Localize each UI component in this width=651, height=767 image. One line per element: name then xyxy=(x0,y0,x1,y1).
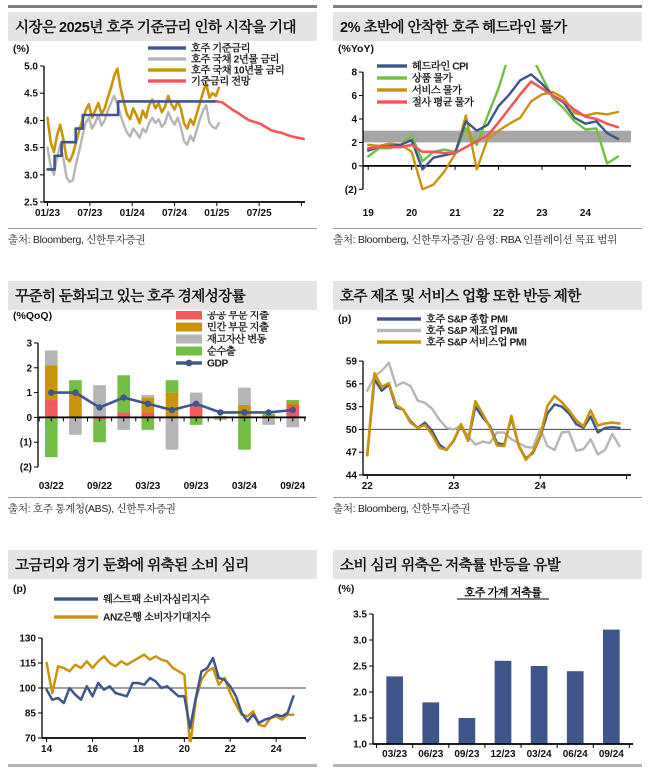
bar xyxy=(567,671,584,744)
tick-label: 24 xyxy=(534,481,546,492)
legend-label: ANZ은행 소비자기대지수 xyxy=(103,612,211,624)
series-line xyxy=(47,658,294,728)
bar xyxy=(603,630,620,744)
tick-label: 1 xyxy=(26,388,32,400)
bar xyxy=(93,420,106,442)
bar xyxy=(386,676,403,744)
legend-label: 웨스트팩 소비자심리지수 xyxy=(103,594,210,606)
legend-label: 기준금리 전망 xyxy=(191,76,251,88)
tick-label: 22 xyxy=(492,208,505,219)
tick-label: 01/25 xyxy=(204,208,230,219)
bar-series xyxy=(386,630,619,744)
bar xyxy=(166,417,179,449)
tick-label: 24 xyxy=(270,744,282,755)
bar xyxy=(45,417,58,457)
tick-label: 19 xyxy=(362,208,374,219)
legend-swatch xyxy=(377,329,421,332)
panel-title: 고금리와 경기 둔화에 위축된 소비 심리 xyxy=(8,550,317,579)
legend xyxy=(377,313,527,349)
tick-label: 3.5 xyxy=(353,609,367,621)
tick-label: 22 xyxy=(361,481,373,492)
legend xyxy=(54,593,211,624)
tick-label: 4.0 xyxy=(24,115,38,127)
bar xyxy=(422,702,439,744)
panel-pmi xyxy=(333,281,642,516)
tick-label: 2.5 xyxy=(24,197,38,209)
tick-label: 03/22 xyxy=(38,481,64,492)
tick-label: 2 xyxy=(351,137,357,149)
unit: (p) xyxy=(338,313,352,325)
tick-label: 06/24 xyxy=(562,749,588,760)
series-line xyxy=(367,379,619,458)
tick-label: 22 xyxy=(224,744,236,755)
bar xyxy=(117,375,130,412)
unit: (%) xyxy=(13,43,30,55)
bar xyxy=(238,417,251,449)
inflation-chart xyxy=(333,42,641,226)
tick-label: 0 xyxy=(26,412,32,424)
legend-label: 호주 국채 2년물 금리 xyxy=(191,54,280,66)
unit: (%) xyxy=(338,583,355,595)
tick-label: 12/23 xyxy=(490,749,516,760)
tick-label: 2.5 xyxy=(353,661,367,673)
panel-savings-rate xyxy=(333,550,642,767)
unit: (%QoQ) xyxy=(13,311,53,322)
legend-label: 서비스 물가 xyxy=(412,85,462,97)
tick-label: 16 xyxy=(86,744,99,755)
tick-label: 07/24 xyxy=(161,208,188,219)
top-rule xyxy=(8,5,317,8)
tick-label: 4 xyxy=(351,114,357,126)
tick-label: 18 xyxy=(132,744,144,755)
tick-label: 56 xyxy=(345,379,357,391)
panel-consumer-sentiment xyxy=(8,550,317,767)
source-note: 출처: Bloomberg, 신한투자증권/ 음영: RBA 인플레이션 목표 범위 xyxy=(333,228,642,247)
legend-label: 호주 S&P 제조업 PMI xyxy=(426,326,517,337)
unit: (%YoY) xyxy=(338,43,374,55)
inner-title: 호주 가계 저축률 xyxy=(464,587,542,599)
tick-label: 0 xyxy=(351,161,357,173)
tick-label: 130 xyxy=(19,633,36,645)
bar xyxy=(45,350,58,365)
tick-label: 8 xyxy=(351,67,357,79)
savings-rate-chart xyxy=(333,580,641,762)
legend-dot xyxy=(186,360,193,367)
panel-title: 2% 초반에 안착한 호주 헤드라인 물가 xyxy=(333,12,642,41)
legend-swatch xyxy=(377,88,407,91)
series-line xyxy=(47,655,294,747)
bar xyxy=(142,395,155,397)
bar xyxy=(238,388,251,405)
tick-label: 4.5 xyxy=(24,88,38,100)
legend-swatch xyxy=(54,597,98,600)
tick-label: 20 xyxy=(406,208,418,219)
series-line xyxy=(367,363,619,455)
tick-label: 01/23 xyxy=(35,208,61,219)
bar xyxy=(495,661,512,744)
tick-label: 23 xyxy=(448,481,460,492)
legend xyxy=(176,311,269,370)
legend-swatch xyxy=(148,46,186,49)
tick-label: 3.0 xyxy=(353,635,367,647)
tick-label: 115 xyxy=(19,658,36,670)
tick-label: 03/24 xyxy=(526,749,552,760)
source-note: 출처: Bloomberg, 신한투자증권 xyxy=(333,497,642,516)
legend-label: 호주 S&P 서비스업 PMI xyxy=(426,337,527,349)
legend-swatch xyxy=(148,79,186,82)
bar xyxy=(459,718,476,744)
tick-label: 3.5 xyxy=(24,143,38,155)
tick-label: 44 xyxy=(345,470,357,482)
panel-title: 시장은 2025년 호주 기준금리 인하 시작을 기대 xyxy=(8,12,317,41)
legend-label: 상품 물가 xyxy=(412,73,453,85)
series-dot xyxy=(290,407,296,413)
tick-label: 70 xyxy=(24,733,36,745)
bar xyxy=(166,393,179,418)
tick-label: 09/24 xyxy=(280,481,306,492)
legend-swatch xyxy=(377,76,407,79)
series-dot xyxy=(241,409,247,415)
legend xyxy=(148,42,284,88)
bar xyxy=(286,403,299,405)
tick-label: 09/23 xyxy=(454,749,480,760)
legend-swatch xyxy=(176,335,202,344)
series-dot xyxy=(169,407,175,413)
unit: (p) xyxy=(13,583,27,595)
gdp-growth-chart xyxy=(8,311,316,495)
pmi-chart xyxy=(333,311,641,495)
tick-label: 03/23 xyxy=(135,481,161,492)
legend-label: 호주 기준금리 xyxy=(191,43,251,55)
legend-label: 절사 평균 물가 xyxy=(412,97,474,109)
series-dot xyxy=(217,409,223,415)
tick-label: 59 xyxy=(345,356,357,368)
panel-gdp-growth xyxy=(8,281,317,516)
source-note: 출처: Bloomberg, 신한투자증권 xyxy=(8,228,317,247)
tick-label: 14 xyxy=(41,744,53,755)
series-dot xyxy=(48,389,54,395)
bar xyxy=(93,385,106,417)
tick-label: 06/23 xyxy=(418,749,444,760)
series-dot xyxy=(265,409,271,415)
bar xyxy=(531,666,548,744)
tick-label: (1) xyxy=(19,437,32,449)
tick-label: 03/23 xyxy=(382,749,408,760)
tick-label: 23 xyxy=(536,208,548,219)
tick-label: 5.0 xyxy=(24,61,38,73)
bar xyxy=(45,400,58,417)
panel-title: 호주 제조 및 서비스 업황 또한 반등 제한 xyxy=(333,281,642,310)
bar xyxy=(286,400,299,402)
top-rule xyxy=(333,5,642,8)
tick-label: 1.5 xyxy=(353,713,367,725)
legend-swatch xyxy=(377,317,421,320)
series-dot xyxy=(96,404,102,410)
tick-label: 09/22 xyxy=(87,481,113,492)
legend-swatch xyxy=(377,64,407,67)
tick-label: 85 xyxy=(24,708,36,720)
legend-swatch xyxy=(377,340,421,343)
tick-label: 09/24 xyxy=(598,749,624,760)
legend-label: 공공 부문 지출 xyxy=(207,311,269,322)
tick-label: 6 xyxy=(351,91,357,103)
policy-rate-chart xyxy=(8,42,316,226)
series-dot xyxy=(72,389,78,395)
legend-label: 순수출 xyxy=(207,346,236,358)
legend-swatch xyxy=(176,347,202,356)
legend xyxy=(377,60,474,109)
tick-label: 24 xyxy=(579,208,591,219)
legend-label: 재고자산 변동 xyxy=(207,334,267,346)
legend-swatch xyxy=(176,323,202,332)
tick-label: (2) xyxy=(19,462,32,474)
series-dot xyxy=(121,394,127,400)
legend-swatch xyxy=(148,57,186,60)
series-dot xyxy=(145,401,151,407)
legend-label: 민간 부문 지출 xyxy=(207,322,269,334)
panel-inflation xyxy=(333,5,642,247)
tick-label: 53 xyxy=(345,402,357,414)
series-line xyxy=(217,101,304,138)
series-line xyxy=(367,373,619,460)
legend-swatch xyxy=(148,68,186,71)
panel-policy-rate xyxy=(8,5,317,247)
legend-label: 호주 국채 10년물 금리 xyxy=(191,65,285,77)
tick-label: 3 xyxy=(26,338,32,350)
tick-label: 50 xyxy=(345,424,357,436)
legend-swatch xyxy=(377,100,407,103)
legend-label: 호주 S&P 종합 PMI xyxy=(426,314,508,326)
series-dot xyxy=(193,401,199,407)
legend-swatch xyxy=(176,311,202,320)
tick-label: 47 xyxy=(345,447,357,459)
tick-label: 09/23 xyxy=(183,481,209,492)
tick-label: 21 xyxy=(449,208,461,219)
tick-label: (2) xyxy=(344,184,357,196)
panel-title: 꾸준히 둔화되고 있는 호주 경제성장률 xyxy=(8,281,317,310)
source-note: 출처: 호주 통계청(ABS), 신한투자증권 xyxy=(8,497,317,516)
tick-label: 01/24 xyxy=(119,208,145,219)
tick-label: 20 xyxy=(178,744,190,755)
tick-label: 2.0 xyxy=(353,687,367,699)
legend-swatch xyxy=(54,615,98,618)
tick-label: 03/24 xyxy=(231,481,257,492)
legend-label: 헤드라인 CPI xyxy=(412,61,468,73)
bar xyxy=(166,380,179,392)
tick-label: 100 xyxy=(19,683,36,695)
tick-label: 07/25 xyxy=(246,208,272,219)
tick-label: 2 xyxy=(26,363,32,375)
legend-label: GDP xyxy=(207,358,228,370)
panel-title: 소비 심리 위축은 저축률 반등을 유발 xyxy=(333,550,642,579)
tick-label: 1.0 xyxy=(353,739,367,751)
tick-label: 07/23 xyxy=(77,208,103,219)
tick-label: 3.0 xyxy=(24,170,38,182)
consumer-sentiment-chart xyxy=(8,580,316,762)
